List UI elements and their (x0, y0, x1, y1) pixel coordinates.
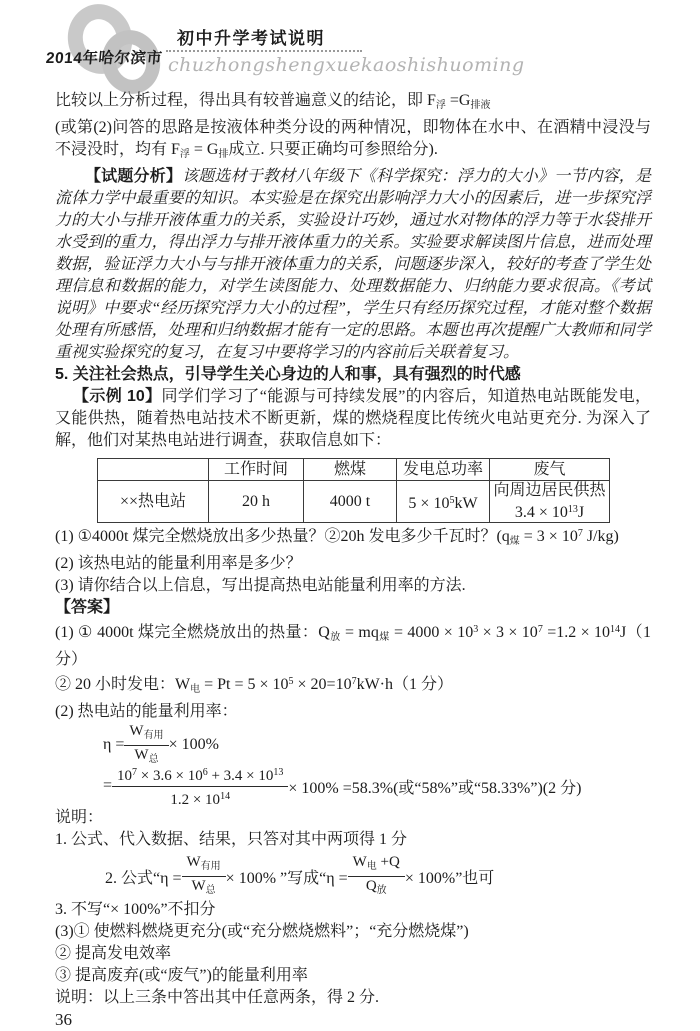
question-1: (1) ①4000t 煤完全燃烧放出多少热量？②20h 发电多少千瓦时？($q_煤 = 3 \times 10^7$ J/kg) (55, 528, 619, 547)
section-heading: 5. 关注社会热点，引导学生关心身边的人和事，具有强烈的时代感 (55, 366, 521, 383)
answer-3-2: ② 提高发电效率 (55, 945, 172, 962)
note-3: 3. 不写“× 100%”不扣分 (55, 901, 216, 918)
table-header-cell: 废气 (490, 459, 610, 481)
pinyin-subtitle: chuzhongshengxuekaoshishuoming (168, 54, 525, 76)
answer-3-3: ③ 提高废弃(或“废气”)的能量利用率 (55, 967, 308, 984)
fraction: $\frac{W_{有用}}{W_总}$ (182, 854, 226, 899)
power-station-info-table (97, 458, 610, 523)
table-cell-station: ××热电站 (98, 481, 209, 523)
edition-label: 2014年哈尔滨市 (45, 50, 164, 67)
page-number: 36 (55, 1010, 72, 1029)
table-cell-coal: 4000 t (304, 481, 397, 523)
conclusion-line: 比较以上分析过程，得出具有较普遍意义的结论，即 $F_浮 =G_{排液}$ (55, 92, 491, 111)
answer-3-1: (3)① 使燃料燃烧更充分(或“充分燃烧燃料”；“充分燃烧煤”) (55, 923, 469, 940)
table-header-cell (98, 459, 209, 481)
example-paragraph: 【示例 10】同学们学习了“能源与可持续发展”的内容后，知道热电站既能发电，又能供热，随着热电站技术不断更新，煤的燃烧程度比传统火电站更充分. 为深入了解，他们对某热电站进行调查，获取信息如下： (55, 388, 651, 449)
dotted-divider (166, 50, 362, 52)
fraction: $\frac{W_{有用}}{W_总}$ (124, 723, 168, 768)
page-content (55, 90, 651, 1031)
table-cell-power: $5 \times 10^5kW$ (397, 481, 490, 523)
table-header-cell: 燃煤 (304, 459, 397, 481)
answer-label: 【答案】 (55, 599, 120, 616)
table-header-cell: 工作时间 (209, 459, 304, 481)
answer-2-intro: (2) 热电站的能量利用率： (55, 703, 238, 720)
fraction: $\frac{W_电 +Q}{Q_放}$ (348, 854, 405, 899)
table-row (98, 481, 610, 523)
table-header-cell: 发电总功率 (397, 459, 490, 481)
efficiency-calculation: = $\frac{10^7 \times 3.6 \times 10^6 + 3.4 \times 10^{13}}{1.2 \times 10^{14}}$ × 100% =58.3%(或“58%”或“58.33%”)(2 分) (103, 765, 651, 807)
alternative-answer-note: (或第(2)问答的思路是按液体种类分设的两种情况，即物体在水中、在酒精中浸没与不浸没时，均有 $F_浮 = G_排$成立. 只要正确均可参照给分). (55, 119, 651, 160)
analysis-paragraph: 【试题分析】该题选材于教材八年级下《科学探究：浮力的大小》一节内容，是流体力学中最重要的知识。本实验是在探究出影响浮力大小的因素后，进一步探究浮力的大小与排开液体重力的关系，实验设计巧妙，通过水对物体的浮力等于水袋排开水受到的重力，得出浮力与排开液体重力的关系。实验要求解读图片信息，进而处理数据，验证浮力大小与与排开液体重力的关系，问题逐步深入，较好的考查了学生处理信息和数据的能力，对学生读图能力、处理数据能力、归纳能力要求很高。《考试说明》中要求“经历探究浮力大小的过程”，学生只有经历探究过程，才能对整个数据处理有所感悟，处理和归纳数据才能有一定的思路。本题也再次提醒广大教师和同学重视实验探究的复习，在复习中要将学习的内容前后关联着复习。 (55, 168, 651, 361)
question-3: (3) 请你结合以上信息，写出提高热电站能量利用率的方法. (55, 577, 466, 594)
analysis-label: 【试题分析】 (85, 168, 183, 185)
note-2: 2. 公式“η = $\frac{W_{有用}}{W_总}$ × 100% ”写成“η = $\frac{W_电 +Q}{Q_放}$ × 100%”也可 (105, 853, 651, 899)
answer-1-1: (1) ① 4000t 煤完全燃烧放出的热量：$Q_放 = mq_煤 = 4000 \times 10^3 \times 3 \times 10^7 =1.2 \times 10^{14}J(1$分） (55, 624, 652, 668)
table-cell-worktime: 20 h (209, 481, 304, 523)
table-header-row (98, 459, 610, 481)
notes-title: 说明： (55, 809, 104, 826)
table-cell-waste: 向周边居民供热 $3.4 \times 10^{13}J$ (490, 481, 610, 523)
example-label: 【示例 10】 (73, 388, 162, 405)
page-title: 初中升学考试说明 (177, 29, 325, 48)
answer-1-2: ② 20 小时发电：$W_电 = Pt = 5 \times 10^5 \times 20=10^7kW\cdot h(1$ 分） (55, 676, 454, 695)
efficiency-formula: η = $\frac{W_{有用}}{W_总}$ × 100% (103, 725, 651, 765)
note-1: 1. 公式、代入数据、结果，只答对其中两项得 1 分 (55, 831, 408, 848)
question-2: (2) 该热电站的能量利用率是多少？ (55, 555, 302, 572)
final-note: 说明：以上三条中答出其中任意两条，得 2 分. (55, 989, 380, 1006)
fraction: $\frac{10^7 \times 3.6 \times 10^6 + 3.4 \times 10^{13}}{1.2 \times 10^{14}}$ (112, 764, 288, 809)
